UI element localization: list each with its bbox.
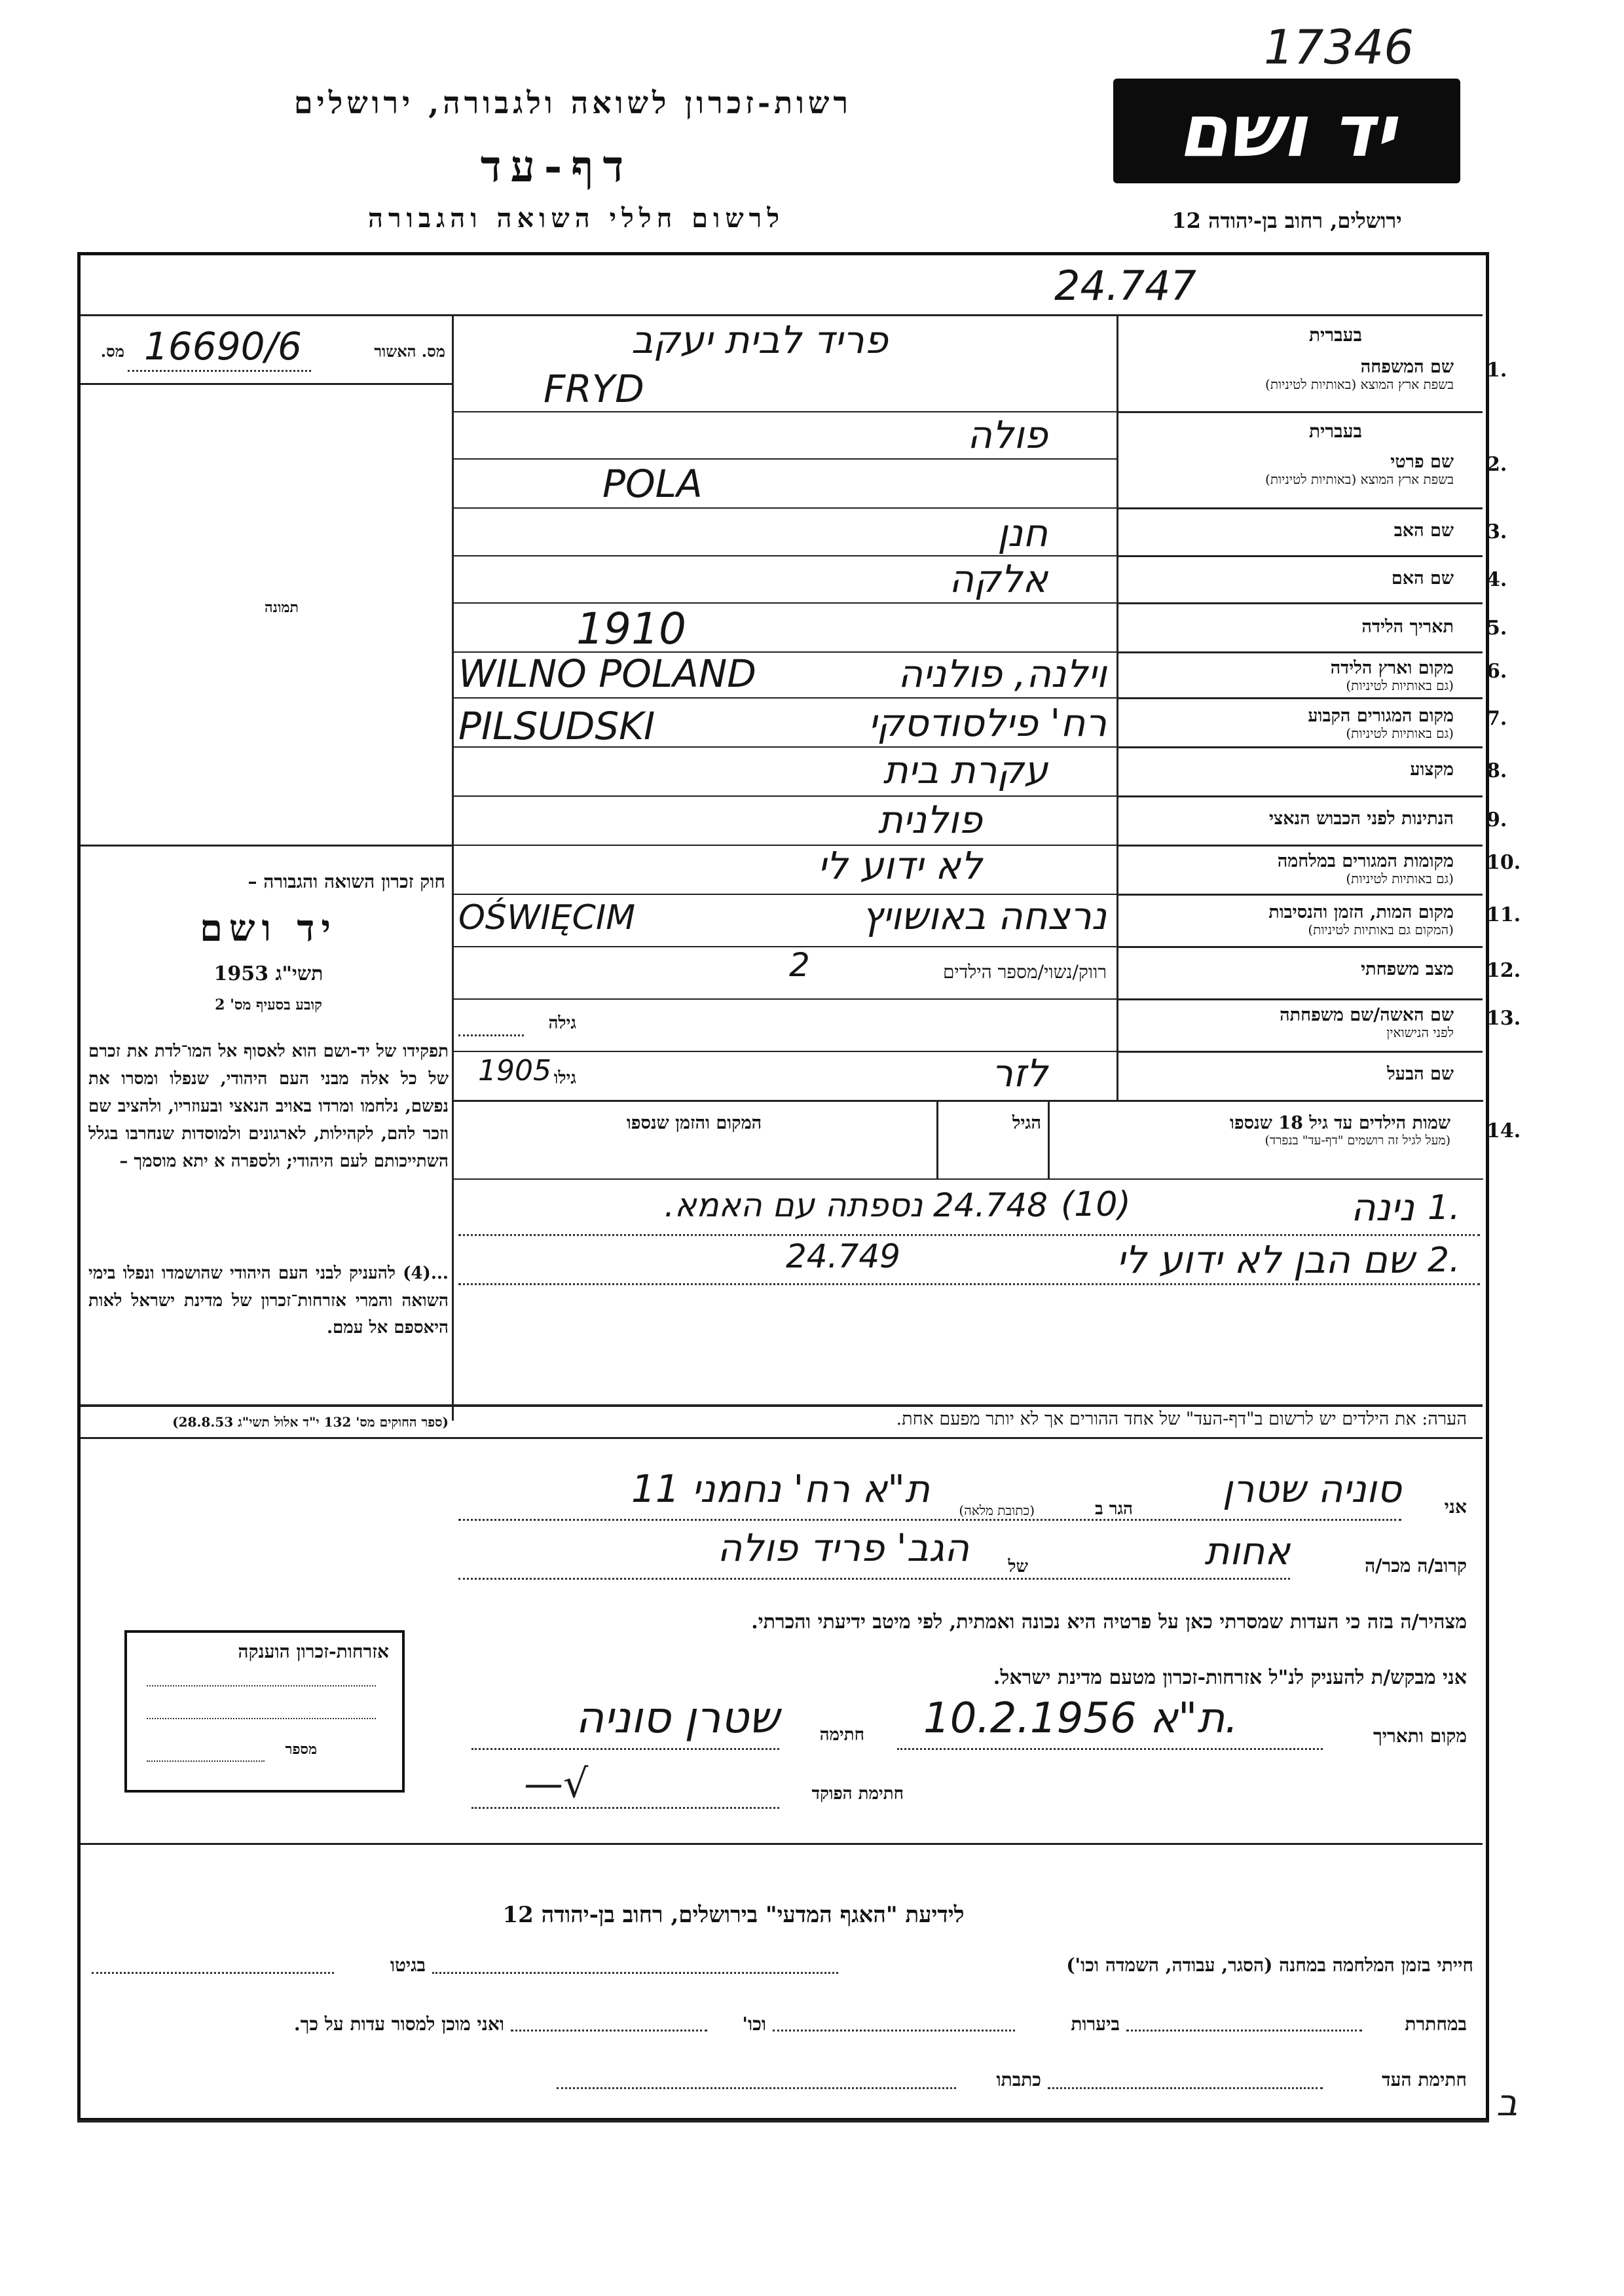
field-3-label: שם האב [1393, 520, 1454, 541]
law-clause: קובע בסעיף מס' 2 [215, 996, 322, 1013]
officer-signature-mark: —√ [524, 1761, 589, 1807]
wife-age-label: גילה [548, 1013, 576, 1033]
field-11-label: מקום המות, הזמן והנסיבות (המקום גם באותיות לטיניות) [1268, 902, 1454, 938]
family-name-latin: FRYD [544, 367, 644, 411]
place-date-label: מקום ותאריך [1373, 1725, 1467, 1747]
field-1-label: שם המשפחה בשפת ארץ המוצא (באותיות לטיניות) [1265, 357, 1454, 393]
husband-age: 1905 [478, 1054, 551, 1087]
field-5-number: 5. [1486, 617, 1507, 640]
marital-status-options: רווק/נשוי/מספר הילדים [942, 961, 1107, 983]
field-12-label: מצב משפחתי [1361, 959, 1454, 979]
field-7-label: מקום המגורים הקבוע (גם באותיות לטיניות) [1308, 706, 1454, 742]
field-10-label: מקומות המגורים במלחמה (גם באותיות לטיניות) [1277, 851, 1454, 887]
field-13-number: 13. [1486, 1007, 1521, 1030]
first-name-hebrew: פולה [967, 412, 1048, 457]
photo-label: תמונה [265, 599, 299, 616]
archive-number: 17346 [1264, 20, 1414, 75]
law-year: תשי"ג 1953 [213, 962, 323, 985]
field-10-number: 10. [1486, 851, 1521, 874]
intel-line1-label: חייתי בזמן המלחמה במחנה (הסגר, עבודה, השמדה וכו') [1066, 1954, 1473, 1976]
field-1-hebrew-tag: בעברית [1308, 324, 1362, 346]
child-1-age: (10) [1061, 1185, 1131, 1224]
family-name-hebrew: פריד לבית יעקב [631, 318, 888, 362]
field-3-number: 3. [1486, 520, 1507, 543]
husband-age-label: גילו [553, 1068, 576, 1088]
witness-address-label: כתבתו [996, 2069, 1041, 2090]
law-text-2: ...(4) להעניק לבני העם היהודי שהושמדו ונפלו בימי השואה והמרי אזרחות־זכרון של מדינת ישראל לאות היאספם אל עמם. [88, 1264, 449, 1338]
wartime-residence: לא ידוע לי [817, 843, 982, 888]
death-place-latin: OŚWIĘCIM [458, 898, 636, 938]
place-date: ת"א 10.2.1956. [923, 1694, 1238, 1743]
father-name: חנן [997, 511, 1048, 555]
child-1-name: נינה [1350, 1185, 1414, 1230]
intel-line1-end: בגיטו [390, 1954, 426, 1976]
death-place-hebrew: נרצחה באושויץ [862, 894, 1107, 938]
declaration-text: מצהיר/ה בזה כי העדות שמסרתי כאן על פרטיה היא נכונה ואמתית, לפי מיטב ידיעתי והכרתי. [751, 1611, 1467, 1633]
witness-signature-label: חתימת העד [1382, 2069, 1467, 2090]
field-8-number: 8. [1486, 759, 1507, 782]
child-1-place: 24.748 נספתה עם האמא. [664, 1186, 1048, 1224]
law-title: חוק זכרון השואה והגבורה – [248, 871, 445, 892]
resides-label: הגר ב [1095, 1499, 1133, 1519]
first-name-latin: POLA [602, 462, 703, 506]
child-2-num: 2. [1428, 1241, 1460, 1280]
field-14-number: 14. [1486, 1120, 1521, 1142]
husband-name: לזר [991, 1051, 1048, 1095]
request-text: אני מבקש/ת להעניק לנ"ל אזרחות-זכרון מטעם מדינת ישראל. [993, 1666, 1467, 1689]
left-panel-border [452, 314, 454, 1421]
children-age-header: הגיל [1012, 1113, 1041, 1133]
officer-signature-label: חתימת הפוקד [811, 1784, 904, 1804]
approval-no-label: מס. [100, 342, 124, 361]
citizenship-box-title: אזרחות-זכרון הוענקה [238, 1641, 389, 1662]
declarant-signature: שטרן סוניה [576, 1692, 779, 1743]
law-source: (ספר החוקים מס' 132 י"ד אלול תשי"ג 28.8.53) [172, 1414, 449, 1430]
field-13-label: שם האשה/שם משפחתה לפני הנישואין [1280, 1005, 1454, 1041]
address-hint: (כתובת מלאה) [959, 1503, 1035, 1518]
husband-label: שם הבעל [1387, 1064, 1454, 1084]
birthplace-hebrew: וילנה, פולניה [898, 651, 1107, 696]
field-8-label: מקצוע [1410, 759, 1454, 780]
child-1-num: 1. [1428, 1188, 1460, 1228]
declarant-name: סוניה שטרן [1222, 1467, 1401, 1511]
residence-latin: PILSUDSKI [458, 704, 655, 748]
law-name: יד ושם [199, 907, 338, 950]
field-5-label: תאריך הלידה [1361, 617, 1454, 637]
nationality: פולנית [877, 797, 982, 842]
margin-mark: ב [1496, 2082, 1518, 2124]
occupation: עקרת בית [883, 748, 1048, 792]
org-line: רשות-זכרון לשואה ולגבורה, ירושלים [293, 85, 853, 120]
law-text: תפקידו של יד-ושם הוא לאסוף אל המו־לדת את זכרם של כל אלה מבני העם היהודי, שנפלו ומסרו את נפשם, נלחמו ומרדו באויב הנאצי ובעוזריו, ולהציב שם וזכר להם, לקהילות, לארגונים ולמוסדות שנחרבו בגלל השתייכותם לעם היהודי; ולספרה א יתא מוסמך – [88, 1042, 449, 1172]
relation: אחות [1204, 1529, 1290, 1573]
form-title: דף-עד [480, 141, 633, 192]
relative-label: קרוב/ה מכר/ה [1365, 1555, 1467, 1576]
field-9-label: הנתינות לפני הכבוש הנאצי [1268, 809, 1454, 829]
field-12-number: 12. [1486, 959, 1521, 982]
field-2-hebrew-tag: בעברית [1308, 420, 1362, 442]
intelligence-title: לידיעת "האגף המדעי" בירושלים, רחוב בן-יהודה 12 [502, 1902, 965, 1928]
children-place-header: המקום והזמן שנספו [626, 1113, 762, 1133]
field-2-number: 2. [1486, 453, 1507, 476]
citizenship-number-label: מספר [285, 1741, 317, 1758]
address-line: ירושלים, רחוב בן-יהודה 12 [1172, 208, 1402, 233]
label-column-border [1116, 314, 1118, 1100]
field-1-number: 1. [1486, 359, 1507, 382]
field-6-number: 6. [1486, 660, 1507, 683]
field-4-number: 4. [1486, 568, 1507, 591]
signature-label: חתימה [819, 1725, 864, 1745]
approval-number: 16690/6 [144, 324, 302, 369]
children-note: הערה: את הילדים יש לרשום ב"דף-העד" של אחד ההורים אך לא יותר מפעם אחת. [896, 1409, 1467, 1429]
child-2-place: 24.749 [786, 1237, 900, 1275]
of-label: של [1008, 1557, 1028, 1576]
children-label: שמות הילדים עד גיל 18 שנספו (מעל לגיל זה רושמים "דף-עד" בנפרד) [1230, 1113, 1450, 1148]
intel-line2-underground: במחתרת [1405, 2013, 1467, 2035]
of-name: הגב' פריד פולה [717, 1525, 969, 1570]
record-number: 24.747 [1054, 262, 1196, 310]
field-4-label: שם האם [1391, 568, 1454, 589]
intel-line2-forests: ביערות [1071, 2013, 1120, 2035]
residence-hebrew: רח' פילסודסקי [868, 701, 1107, 745]
field-6-label: מקום וארץ הלידה (גם באותיות לטיניות) [1330, 658, 1454, 694]
yad-vashem-logo: יד ושם [1113, 79, 1460, 183]
intel-line2-etc: וכו' [742, 2013, 766, 2035]
birthplace-latin: WILNO POLAND [458, 651, 756, 696]
field-9-number: 9. [1486, 809, 1507, 831]
declarant-address: ת"א רח' נחמני 11 [631, 1467, 930, 1511]
declarant-i-label: אני [1444, 1496, 1467, 1518]
citizenship-box [124, 1630, 405, 1793]
field-11-number: 11. [1486, 903, 1521, 926]
intel-line2-testimony: ואני מוכן למסור עדות על כך. [293, 2013, 504, 2035]
field-2-label: שם פרטי בשפת ארץ המוצא (באותיות לטיניות) [1265, 452, 1454, 488]
form-subtitle: לרשום חללי השואה והגבורה [367, 203, 785, 234]
birth-date: 1910 [576, 604, 686, 654]
field-7-number: 7. [1486, 707, 1507, 730]
child-2-name: שם הבן לא ידוע לי [1116, 1237, 1414, 1282]
approval-label: מס. האשור [374, 342, 445, 361]
children-count: 2 [789, 946, 810, 984]
mother-name: אלקה [949, 556, 1048, 601]
